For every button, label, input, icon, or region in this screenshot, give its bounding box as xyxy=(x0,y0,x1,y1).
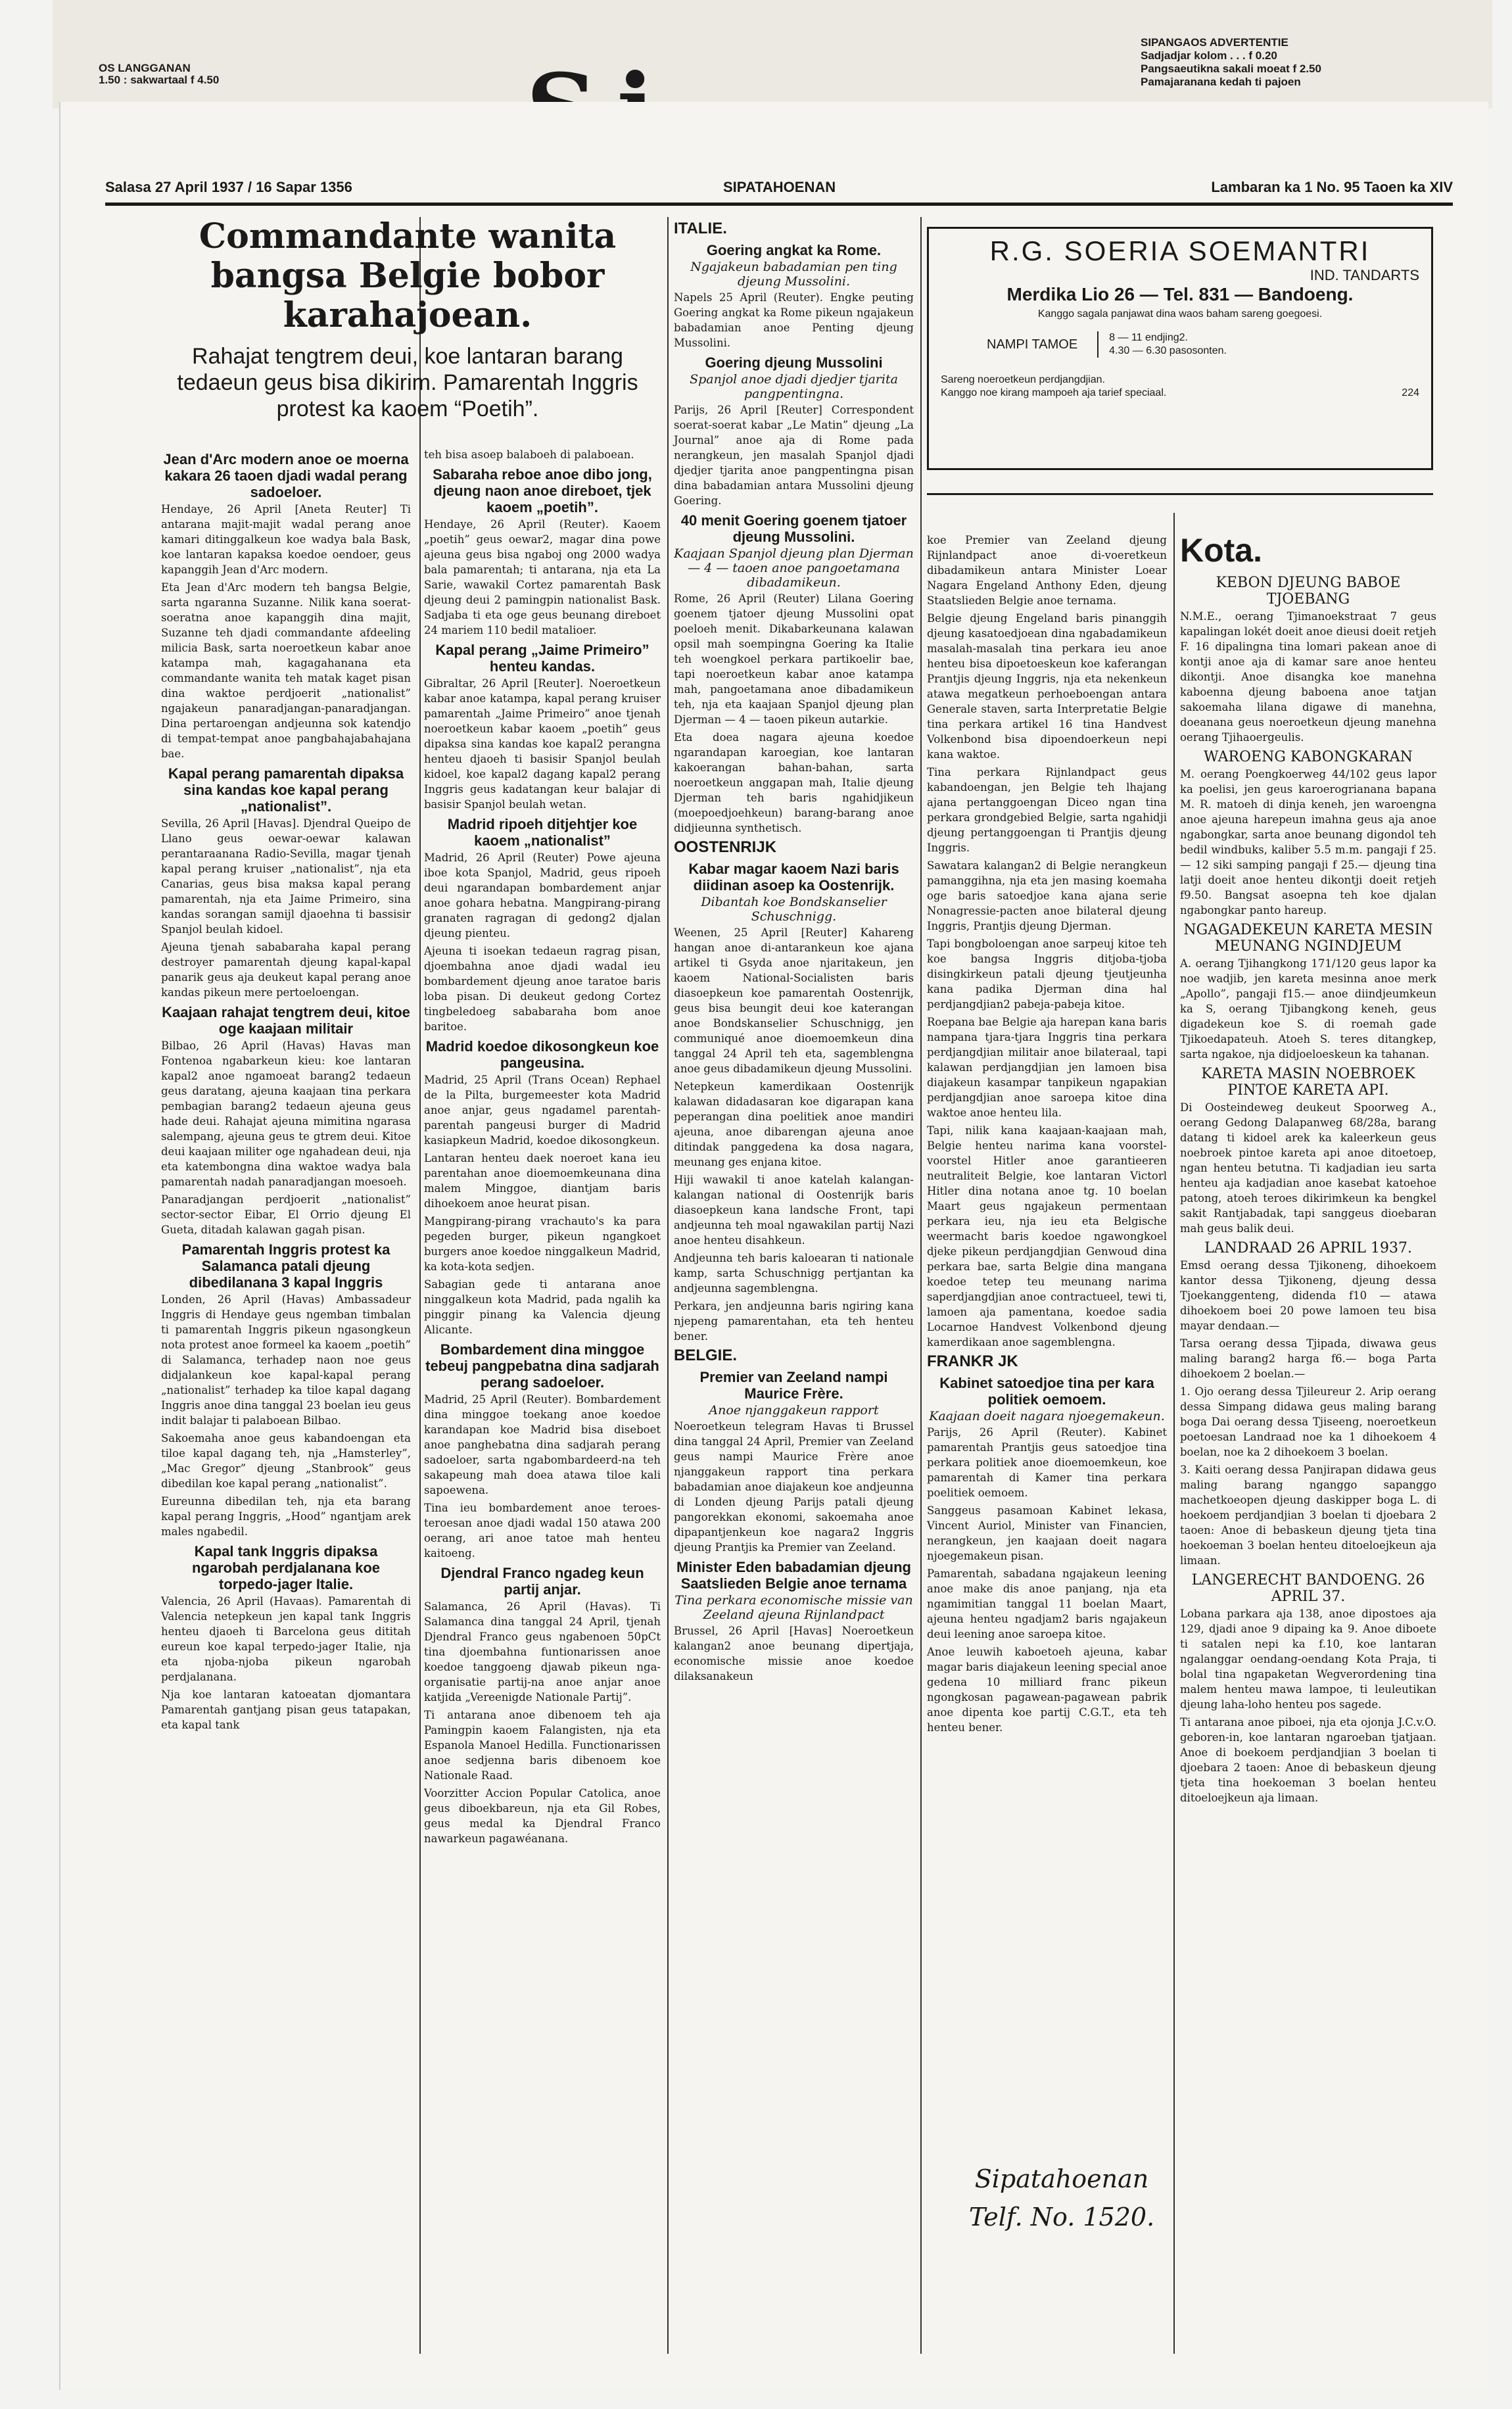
article-headline: Kaajaan rahajat tengtrem deui, kitoe oge kaajaan militair xyxy=(162,1004,410,1037)
article-subheading: Spanjol anoe djadi djedjer tjarita pangpentingna. xyxy=(690,372,898,401)
article-headline: LANDRAAD 26 APRIL 1937. xyxy=(1204,1240,1412,1256)
article-headline: NGAGADEKEUN KARETA MESIN MEUNANG NGINDJEUM xyxy=(1183,922,1433,955)
article-paragraph: Sabagian gede ti antarana anoe ninggalkeun kota Madrid, pada ngalih ka pinggir pinang ka Valencia djeung Alicante. xyxy=(424,1278,661,1336)
article-paragraph: Roepana bae Belgie aja harepan kana baris nampana tjara-tjara Inggris tina perkara perdjangdjian militair anoe bilateraal, tapi kalawan perdjangdjian jen lamoen bisa diajakeun kasampar tanpikeun ngapakian perdjangdjian anoe saroepa kitoe dina waktoe anoe henteu lila. xyxy=(927,1016,1167,1119)
column-divider xyxy=(667,217,669,2354)
column-1-body xyxy=(161,447,411,2373)
article-headline: Pamarentah Inggris protest ka Salamanca patali djeung dibedilanana 3 kapal Inggris xyxy=(181,1241,390,1291)
article-paragraph: Sevilla, 26 April [Havas]. Djendral Queipo de Llano geus oewar-oewar kalawan perantaraanana Radio-Sevilla, magar tjenah kapal perang kruiser „nationalist”, nja eta Canarias, geus bisa maksa kapal perang pamarentah, nja eta Jaime Primeiro, sina kandas sorangan samijl djaoehna ti bassisir Spanjol beulah kidoel. xyxy=(161,817,411,936)
article-paragraph: Di Oosteindeweg deukeut Spoorweg A., oerang Gedong Dalapanweg 68/28a, barang datang ti kidoel arek ka kaleerkeun geus noebroek pintoe kareta api anoe ditoetoep, ngan henteu betutna. Ti kadjadian ieu sarta henteu aja kadjadian anoe kasebat katoehoe patong, atoeh teroes dikirimkeun ka bengkel sakit Rantjabadak, tapi sanggeus dioebaran mah geus balik deui. xyxy=(1180,1101,1436,1235)
ad-hours-line: 8 — 11 endjing2. xyxy=(1109,332,1188,343)
article-headline: Bombardement dina minggoe tebeuj pangpebatna dina sadjarah perang sadoeloer. xyxy=(425,1341,659,1391)
article-headline: Kapal tank Inggris dipaksa ngarobah perdjalanana koe torpedo-jager Italie. xyxy=(191,1543,381,1592)
article-headline: Djendral Franco ngadeg keun partij anjar. xyxy=(440,1565,644,1598)
ad-note: Kanggo sagala panjawat dina waos baham sareng goegoesi. xyxy=(1037,308,1323,320)
advertisement-price-text xyxy=(1141,36,1321,89)
article-paragraph: Panaradjangan perdjoerit „nationalist” sector-sector Eibar, El Orrio djeung El Gueta, ditadah kalawan gagah pisan. xyxy=(161,1193,411,1236)
article-paragraph: Tapi bongboloengan anoe sarpeuj kitoe teh koe bangsa Inggris ditjoba-tjoba disingkirkeun patali djeung tjeutjeunha kana padika Djerman dina hal perdjangdjian2 pabeja-pabeja kitoe. xyxy=(927,938,1167,1011)
column-5 xyxy=(1180,526,1436,2367)
article-paragraph: Emsd oerang dessa Tjikoneng, dihoekoem kantor dessa Tjikoneng, djeung dessa Tjoekanggenteng, didenda f10 — atawa dihoekoem boei 20 powe lamoen teu bisa mayar dendaan.— xyxy=(1180,1259,1436,1332)
article-paragraph: Voorzitter Accion Popular Catolica, anoe geus diboekbareun, nja eta Gil Robes, geus medal ka Djendral Franco nawarkeun pagawéanana. xyxy=(424,1787,661,1845)
article-paragraph: Tina perkara Rijnlandpact geus kabandoengan, jen Belgie teh lhajang ajana pertanggoengan Diceo ngan tina perkara grondgebied Belgie, sarta ngahidji djeung pertanggoengan ti Prantjis djeung Inggris. xyxy=(927,766,1167,854)
article-subheading: Ngajakeun babadamian pen ting djeung Mussolini. xyxy=(690,260,897,289)
previous-page-strip xyxy=(53,0,1492,108)
article-subheading: Anoe njanggakeun rapport xyxy=(709,1403,879,1418)
ad-note: Sareng noeroetkeun perdjangdjian. xyxy=(941,374,1105,385)
dentist-advertisement xyxy=(927,227,1433,470)
article-paragraph: Sakoemaha anoe geus kabandoengan eta tiloe kapal dagang teh, nja „Hamsterley”, „Mac Gregor” djeung „Stanbrook” geus dibedilan koe kapal perang „nationalist”. xyxy=(161,1432,411,1490)
article-paragraph: Tapi, nilik kana kaajaan-kaajaan mah, Belgie henteu narima kana voorstel-voorstel Hitler anoe garantieeren neutraliteit Belgie, koe lantaran Victorl Hitler dina notana anoe tg. 10 boelan Maart geus ngajakeun permentaan perkara ieu, nja ieu eta Belgische weermacht baris koedoe ngawongkoel djeke pikeun perdjangdjian Genwoud dina perkara bae, sarta Belgie dina mangana koedoe tetep teu meunang narima saperdjangdjian anoe contractueel, tewi ti, lamoen aja pamentana, koedoe sadia Locarnoe Handvest Volkenbond djeung kamerdikaan anoe sagemblengna. xyxy=(927,1124,1167,1348)
article-paragraph: Tina ieu bombardement anoe teroes-teroesan anoe djadi wadal 150 atawa 200 oerang, ari anoe tatoe mah henteu kaitoeng. xyxy=(424,1502,661,1560)
article-headline: LANGERECHT BANDOENG. 26 APRIL 37. xyxy=(1191,1572,1425,1605)
article-paragraph: Lobana parkara aja 138, anoe dipostoes aja 129, djadi anoe 9 dipaing ka 9. Anoe diboete ti satalen nepi ka f.10, koe lantaran ngalanggar oendang-oendang Kota Praja, ti bolal tina ngapaketan Wegverordening tina malem henteu mawa lampoe, ti leuleutikan djeung laha-loho henteu pos sagede. xyxy=(1180,1608,1436,1711)
article-paragraph: koe Premier van Zeeland djeung Rijnlandpact anoe di-voeretkeun dibadamikeun antara Minister Loear Nagara Engeland Anthony Eden, djeung Staatslieden Belgie anoe ternama. xyxy=(927,534,1167,607)
article-paragraph: Ajeuna ti isoekan tedaeun ragrag pisan, djoembahna anoe djadi wadal ieu bombardement djeung anoe taratoe baris loba pisan. Di deukeut gedong Cortez tingbeledoeg sababaraha bom anoe baritoe. xyxy=(424,945,661,1033)
article-paragraph: A. oerang Tjihangkong 171/120 geus lapor ka noe wadjib, jen kareta mesinna anoe merk „Apollo”, pangaji f15.— anoe diindjeumkeun ka S, oerang Tjibangkong keneh, geus digadekeun koe S. di roemah gade Tjikoedapateuh. Atoeh S. teres ditangkep, sarta ngakoe, nja didjoeloeskeun ka tahanan. xyxy=(1180,957,1436,1061)
article-headline: Kapal perang pamarentah dipaksa sina kandas koe kapal perang „nationalist”. xyxy=(168,765,404,815)
article-paragraph: Hendaye, 26 April (Reuter). Kaoem „poetih” geus oewar2, magar dina powe ajeuna geus bisa ngaboj ong 2000 wadya bala pamarentah; ti antarana, nja eta La Sarie, wawakil Cortez pamarentah Bask djeung deui 2 pamingpin nationalist Bask. Sadjaba ti eta oge geus beunang direboet 24 mariem 110 bedil matalioer. xyxy=(424,518,661,636)
article-paragraph: Napels 25 April (Reuter). Engke peuting Goering angkat ka Rome pikeun ngajakeun babadamian anoe Penting djeung Mussolini. xyxy=(674,291,914,349)
main-headline: Commandante wanita bangsa Belgie bobor karahajoean. xyxy=(199,216,617,335)
article-paragraph: Weenen, 25 April [Reuter] Kahareng hangan anoe di-antarankeun koe ajana artikel ti Gsyda anoe njaritakeun, jen kaoem National-Socialisten baris diasoepkeun koe pamarentah Oostenrijk, geus bisa beungit deui koe katerangan anoe Bondskanselier Schuschnigg, jen communiqué anoe dioemoemkeun dina tanggal 24 April teh eta, sagemblengna anoe geus dibadamikeun djeung Mussolini. xyxy=(674,926,914,1075)
issue-number: Lambaran ka 1 No. 95 Taoen ka XIV xyxy=(1211,179,1453,195)
article-paragraph: Brussel, 26 April [Havas] Noeroetkeun kalangan2 anoe beunang dipertjaja, economische missie anoe koedoe dilaksanakeun xyxy=(674,1625,914,1682)
article-paragraph: Tarsa oerang dessa Tjipada, diwawa geus maling barang2 harga f6.— boga Parta dihoekoem 2 boelan.— xyxy=(1180,1337,1436,1380)
article-paragraph: Perkara, jen andjeunna baris ngiring kana njepeng pamarentahan, eta teh henteu bener. xyxy=(674,1300,914,1343)
article-paragraph: Madrid, 25 April (Reuter). Bombardement dina minggoe toekang anoe koedoe karandapan koe Madrid bisa diseboet anoe panghebatna dina sadjarah perang sadoeloer, sarta ngabombardeerd-na teh sakapeung mah doea atawa tiloe kali sapoewena. xyxy=(424,1393,661,1496)
article-paragraph: Lantaran henteu daek noeroet kana ieu parentahan anoe dioemoemkeunana dina malem Minggoe, diantjam baris dihoekoem anoe heurat pisan. xyxy=(424,1152,661,1210)
article-paragraph: teh bisa asoep balaboeh di palaboean. xyxy=(424,448,634,461)
article-headline: Kabinet satoedjoe tina per kara politiek oemoem. xyxy=(939,1375,1154,1408)
article-paragraph: Eta doea nagara ajeuna koedoe ngarandapan karoegian, koe lantaran kakoerangan bahan-bahan, sarta noeroetkeun anggapan mah, Italie djeung Djerman teh baris ngahidjikeun (moepoedjoehkeun) barang-barang anoe didjieunna synthetisch. xyxy=(674,731,914,834)
section-heading: OOSTENRIJK xyxy=(674,838,777,856)
column-divider xyxy=(920,217,922,2354)
article-paragraph: Madrid, 25 April (Trans Ocean) Rephael de la Pilta, burgemeester kota Madrid anoe anjar, geus ngadamel parentah-parentah pangeusi burger di Madrid kasiapkeun Madrid, koedoe dikosongkeun. xyxy=(424,1074,661,1147)
strip-line: Sadjadjar kolom . . . f 0.20 xyxy=(1141,49,1277,62)
article-paragraph: Netepkeun kamerdikaan Oostenrijk kalawan didadasaran koe digarapan kana peperangan dina poelitiek anoe mandiri ajeuna, anoe dibarengan ajeuna anoe ditindak panggedena ka dosa nagara, meunang ges enjana kitoe. xyxy=(674,1080,914,1168)
ad-hours xyxy=(987,331,1419,358)
strip-line: Pamajaranana kedah ti pajoen xyxy=(1141,76,1301,88)
article-headline: 40 menit Goering goenem tjatoer djeung Mussolini. xyxy=(680,512,907,545)
column-4 xyxy=(927,533,1167,2150)
article-paragraph: Belgie djeung Engeland baris pinanggih djeung kasatoedjoean dina ngabadamikeun masalah-masalah tina perkara ieu anoe henteu bisa dipoetoeskeun koe kaferangan Prantjis djeung Inggris, nja eta nekenkeun atawa megatkeun perhoeboengan antara Generale staven, sarta Interpretatie Belgie tina perkara artikel 16 tina Handvest Volkenbond bisa dipoendoerkeun nepi kana waktoe. xyxy=(927,612,1167,761)
telephone-stamp xyxy=(947,2160,1177,2236)
subscription-price-text xyxy=(99,62,219,86)
article-subheading: Kaajaan doeit nagara njoegemakeun. xyxy=(929,1409,1165,1423)
section-heading: ITALIE. xyxy=(674,220,727,237)
ad-name: R.G. SOERIA SOEMANTRI xyxy=(989,235,1371,266)
issue-date: Salasa 27 April 1937 / 16 Sapar 1356 xyxy=(105,179,352,195)
article-headline: Premier van Zeeland nampi Maurice Frère. xyxy=(699,1369,888,1402)
ad-hours-line: 4.30 — 6.30 pasosonten. xyxy=(1109,345,1227,356)
ad-footer xyxy=(941,387,1419,400)
paper-name: SIPATAHOENAN xyxy=(723,179,836,195)
page-header xyxy=(105,179,1453,197)
article-paragraph: Hiji wawakil ti anoe katelah kalangan-kalangan national di Oostenrijk baris diasoepkeun kana landsche Front, tapi andjeunna teh moal ngawakilan partij Nazi anoe henteu disahkeun. xyxy=(674,1174,914,1247)
article-paragraph: Sanggeus pasamoan Kabinet lekasa, Vincent Auriol, Minister van Financien, nerangkeun, jen kaajaan doeit nagara njoegemakeun pisan. xyxy=(927,1504,1167,1562)
article-headline: Kabar magar kaoem Nazi baris diidinan asoep ka Oostenrijk. xyxy=(688,861,899,894)
stamp-paper-name: Sipatahoenan xyxy=(974,2164,1149,2193)
header-rule xyxy=(105,203,1453,206)
article-headline: Madrid ripoeh ditjehtjer koe kaoem „nationalist” xyxy=(447,816,638,849)
article-paragraph: Ti antarana anoe piboei, nja eta ojonja J.C.v.O. geboren-in, koe lantaran ngaroeban tjatjaan. Anoe di boekoem perdjandjian 3 boelan ti djoebara 2 taoen: Anoe di bebaskeun djeung tjeta tina hoekoeman 3 boelan henteu ditoeloejkeun aja limaan. xyxy=(1180,1716,1436,1804)
headline-lead: Rahajat tengtrem deui, koe lantaran barang tedaeun geus bisa dikirim. Pamarentah Inggris protest ka kaoem “Poetih”. xyxy=(177,344,638,421)
article-headline: Madrid koedoe dikosongkeun koe pangeusina. xyxy=(425,1038,659,1071)
article-paragraph: Noeroetkeun telegram Havas ti Brussel dina tanggal 24 April, Premier van Zeeland geus nampi Maurice Frère anoe njanggakeun rapport tina perkara babadamian anoe diajakeun koe andjeunna di Londen djeung Parijs patali djeung pangorekkan ekonomi, sakoemaha anoe dipapantjenkeun koe nagara2 Inggris djeung Prantjis ka Premier van Zeeland. xyxy=(674,1420,914,1554)
column-2 xyxy=(424,447,661,2373)
article-paragraph: Nja koe lantaran katoeatan djomantara Pamarentah gantjang pisan geus tatapakan, eta kapal tank xyxy=(161,1688,411,1731)
ad-hours-label: NAMPI TAMOE xyxy=(987,337,1078,352)
article-paragraph: Ajeuna tjenah sababaraha kapal perang destroyer pamarentah djeung kapal-kapal panarik geus aja deukeut kapal perang anoe kandas pikeun mere pertoeloengan. xyxy=(161,941,411,999)
article-headline: Goering angkat ka Rome. xyxy=(706,242,882,258)
ad-address: Merdika Lio 26 — Tel. 831 — Bandoeng. xyxy=(1006,284,1354,304)
article-paragraph: Hendaye, 26 April [Aneta Reuter] Ti antarana majit-majit wadal perang anoe kamari ditinggalkeun koe wadya bala Bask, koe lantaran kapaksa koedoe oendoer, geus kapanggih Jean d'Arc modern. xyxy=(161,503,411,576)
ad-note: Kanggo noe kirang mampoeh aja tarief speciaal. xyxy=(941,387,1167,398)
article-paragraph: Eta Jean d'Arc modern teh bangsa Belgie, sarta ngaranna Suzanne. Nilik kana soerat-soeratna anoe kapanggih dina majit, Suzanne teh djadi commandante afdeeling milicia Bask, sarta noeroetkeun kabar anoe katampa mah, kagagahanana eta commandante wanita teh matak kaget pisan dina waktoe perdjoerit „nationalist” ngajakeun panaradjangan-panaradjangan. Dina pertaroengan andjeunna sok katendjo di tempat-tempat anoe pangbahajabahajana bae. xyxy=(161,581,411,760)
article-paragraph: Parijs, 26 April [Reuter] Correspondent soerat-soerat kabar „Le Matin” djeung „La Journal” anoe aja di Rome pada nerangkeun, jen masalah Spanjol djadi djedjer tjarita anoe pangpentingna pisan dina babadamian antara Mussolini djeung Goering. xyxy=(674,404,914,507)
article-subheading: Tina perkara economische missie van Zeeland ajeuna Rijnlandpact xyxy=(674,1593,913,1622)
article-paragraph: N.M.E., oerang Tjimanoekstraat 7 geus kapalingan lokét doeit anoe dieusi doeit retjeh F. 16 dipalingna tina lomari pakean anoe di kontji anoe aja di kamar sare anoe henteu dikontji. Anoe disangka koe manehna kaboenna djeung baboena anoe tatjan sakoemaha lilana digawe di manehna, doeanana geus noeroetkeun djeung manehna oerang Tjihaoergeulis. xyxy=(1180,610,1436,744)
column-divider xyxy=(1173,513,1175,2354)
article-headline: Sabaraha reboe anoe dibo jong, djeung naon anoe direboet, tjek kaoem „poetih”. xyxy=(433,466,652,515)
column-3 xyxy=(674,217,914,2367)
article-subheading: Kaajaan Spanjol djeung plan Djerman — 4 — taoen anoe pangoetamana dibadamikeun. xyxy=(674,546,914,590)
section-heading: FRANKR JK xyxy=(927,1352,1018,1370)
article-paragraph: Parijs, 26 April (Reuter). Kabinet pamarentah Prantjis geus satoedjoe tina perkara politiek anoe dioemoemkeun, koe pamarentah di Kamer tina perkara poelitiek oemoem. xyxy=(927,1426,1167,1499)
article-headline: KEBON DJEUNG BABOE TJOEBANG xyxy=(1216,575,1401,608)
ad-hours-times xyxy=(1097,331,1227,358)
article-paragraph: Rome, 26 April (Reuter) Lilana Goering goenem tjatoer djeung Mussolini opat poeloeh menit. Dikabarkeunana kalawan opsil mah soempingna Goering ka Italie teh woengkoel perkara partikoelir bae, tapi noeroetkeun kabar anoe katampa mah, pangoetamana anoe dibadamikeun teh, nja eta kaajaan Spanjol djeung plan Djerman — 4 — taoen pikeun autarkie. xyxy=(674,592,914,726)
ad-number: 224 xyxy=(1402,387,1419,398)
article-headline: WAROENG KABONGKARAN xyxy=(1204,749,1413,765)
article-paragraph: Sawatara kalangan2 di Belgie nerangkeun pamanggihna, nja eta jen masing koemaha oge baris satoedjoe kana ajana serie Nonagressie-pacten anoe bilateral djeung Inggris, Prantjis djeung Djerman. xyxy=(927,859,1167,932)
article-paragraph: Anoe leuwih kaboetoeh ajeuna, kabar magar baris diajakeun leening special anoe gedena 10 milliard franc pikeun ngongkosan pagawean-pagawean pabrik anoe dipenta koe partij C.G.T., eta teh henteu bener. xyxy=(927,1646,1167,1734)
article-paragraph: Pamarentah, sabadana ngajakeun leening anoe make dis anoe panjang, nja eta ngamimitian tanggal 11 boelan Maart, ajeuna henteu ngadjam2 baris ngajakeun deui leening anoe saroepa kitoe. xyxy=(927,1567,1167,1640)
article-paragraph: Ti antarana anoe dibenoem teh aja Pamingpin kaoem Falangisten, nja eta Espanola Manoel Hedilla. Functionarissen anoe sedjenna baris dibenoem koe Nationale Raad. xyxy=(424,1709,661,1782)
article-paragraph: Gibraltar, 26 April [Reuter]. Noeroetkeun kabar anoe katampa, kapal perang kruiser pamarentah „Jaime Primeiro” anoe tjenah noeroetkeun kabar kaoem „poetih” geus dipaksa sina kandas koe kapal2 perangna henteu djaoeh ti basisir Spanjol beulah kidoel, koe kapal2 dagang kapal2 perang Inggris geus kadatangan keur balajar di basisir Spanjol beulah wetan. xyxy=(424,677,661,811)
article-subheading: Dibantah koe Bondskanselier Schuschnigg. xyxy=(701,895,887,924)
article-headline: KARETA MASIN NOEBROEK PINTOE KARETA API. xyxy=(1201,1066,1415,1099)
article-paragraph: Mangpirang-pirang vrachauto's ka para pegeden burger, pikeun ngangkoet burgers anoe koedoe ninggalkeun Madrid, ka kota-kota sedjen. xyxy=(424,1215,661,1273)
strip-line: SIPANGAOS ADVERTENTIE xyxy=(1141,36,1288,49)
article-paragraph: Salamanca, 26 April (Havas). Ti Salamanca dina tanggal 24 April, tjenah Djendral Franco geus ngabenoen 50pCt tina djoembahna funtionarissen anoe koedoe tanggoeng djawab pikeun nga-organisatie partij-na anoe anjar anoe katjida „Vereenigde Nationale Partij”. xyxy=(424,1600,661,1704)
article-headline: Jean d'Arc modern anoe oe moerna kakara 26 taoen djadi wadal perang sadoeloer. xyxy=(163,451,409,500)
article-paragraph: 1. Ojo oerang dessa Tjileureur 2. Arip oerang dessa Simpang didawa geus maling barang boga Dai oerang dessa Tjiseeng, noeroetkeun poetoesan Landraad noe ka 1 dihoekoem 4 boelan, noe ka 2 dihoekoem 3 boelan. xyxy=(1180,1385,1436,1458)
article-paragraph: Valencia, 26 April (Havaas). Pamarentah di Valencia netepkeun jen kapal tank Inggris henteu djaoeh ti Barcelona geus dititah eureun koe kapal terpedo-jager Italie, nja eta njoba-njoba pikeun ngarobah perdjalanana. xyxy=(161,1595,411,1683)
city-section-title: Kota. xyxy=(1180,532,1262,569)
article-paragraph: Madrid, 26 April (Reuter) Powe ajeuna iboe kota Spanjol, Madrid, geus ripoeh deui ngarandapan bombardement anjar anoe gohara hebatna. Mangpirang-pirang granaten ragragan di gedong2 djalan djeung pienteu. xyxy=(424,851,661,940)
strip-line: Pangsaeutikna sakali moeat f 2.50 xyxy=(1141,62,1321,75)
section-heading: BELGIE. xyxy=(674,1347,738,1364)
article-headline: Kapal perang „Jaime Primeiro” henteu kandas. xyxy=(435,642,650,675)
ad-qualification: IND. TANDARTS xyxy=(1310,267,1419,283)
stamp-telephone: Telf. No. 1520. xyxy=(968,2203,1155,2231)
article-paragraph: Londen, 26 April (Havas) Ambassadeur Inggris di Hendaye geus ngemban timbalan ti pamarentah Inggris pikeun ngasongkeun nota protest anoe formeel ka kaoem „poetih” di Salamanca, terhadep naon noe geus didjalankeun koe kapal-kapal perang „nationalist” terhadep ka tiloe kapal dagang Inggris anoe dina tanggal 23 boelan ieu geus indit balajar ti palaboean Bilbao. xyxy=(161,1293,411,1427)
strip-line: OS LANGGANAN xyxy=(99,62,191,74)
ad-rule xyxy=(927,493,1433,495)
article-headline: Goering djeung Mussolini xyxy=(705,354,883,371)
article-paragraph: Andjeunna teh baris kaloearan ti nationale kamp, sarta Schuschnigg pertjantan ka andjeunna sagemblengna. xyxy=(674,1252,914,1295)
article-paragraph: Bilbao, 26 April (Havas) Havas man Fontenoa ngabarkeun kieu: koe lantaran kapal2 anoe ngamoeat barang2 tedaeun geus daratang, ajeuna kaajaan tina perkara pembagian barang2 tedaeun ajeuna geus hade deui. Rahajat ajeuna mimitina ngarasa salempang, ajeuna geus te gtrem deui. Kitoe deui kaajaan militer oge ngahadean deui, nja eta katembongna dina waktoe wadya bala pamarentah nadah panaradjangan moesoeh. xyxy=(161,1039,411,1188)
strip-line: 1.50 : sakwartaal f 4.50 xyxy=(99,74,220,86)
article-paragraph: Eureunna dibedilan teh, nja eta barang kapal perang Inggris, „Hood” ngantjam arek males ngabedil. xyxy=(161,1495,411,1538)
article-paragraph: 3. Kaiti oerang dessa Panjirapan didawa geus maling barang nganggo sapanggo machetkoeopen djeung daskipper boga L. di hoekoem perdjandjian 3 boelan ti djoebara 2 taoen: Anoe di bebaskeun djeung tjeta tina hoekoeman 3 boelan henteu ditoeloejkeun aja limaan. xyxy=(1180,1464,1436,1567)
article-headline: Minister Eden babadamian djeung Saatslieden Belgie anoe ternama xyxy=(676,1559,911,1592)
article-paragraph: M. oerang Poengkoerweg 44/102 geus lapor ka poelisi, jen geus karoerogrianana bapana M. R. matoeh di dinja keneh, jen waroengna anoe ajeuna harepeun imahna geus aja anoe ngabongkar, sarta anoe beunang digondol teh bedil windbuks, kaliber 5.5 m.m. pangaji f 25.— 12 siki samping pangaji f 25.— djeung tina latji doeit anoe henteu dikontji doeit retjeh f9.50. Bangsat asoepna teh koe djalan ngabongkar panto hareup. xyxy=(1180,768,1436,917)
